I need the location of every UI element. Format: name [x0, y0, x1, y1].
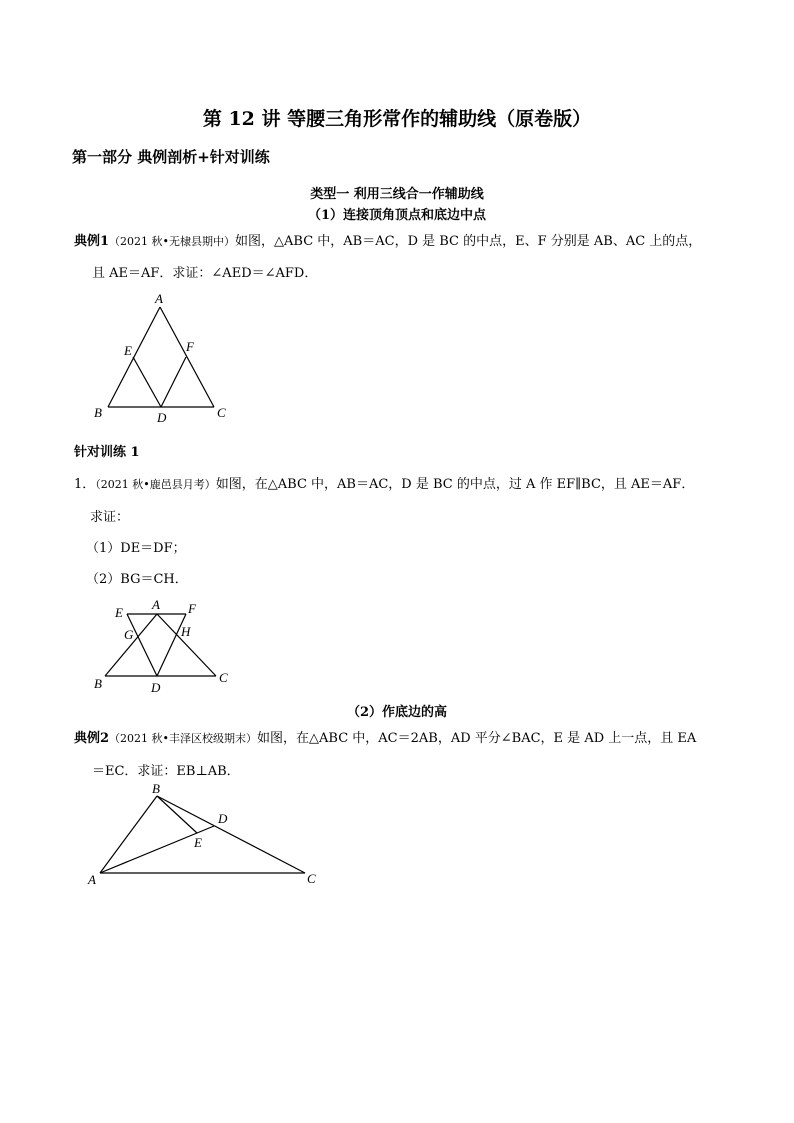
subsection-heading-1: （1）连接顶角顶点和底边中点 [307, 208, 487, 223]
fig2-label-a: A [152, 597, 160, 612]
example2-line2: ＝EC．求证：EB⊥AB． [92, 764, 240, 779]
fig1-label-e: E [124, 343, 132, 358]
fig3-label-a: A [88, 872, 96, 887]
fig1-label-a: A [155, 291, 163, 306]
type-heading: 类型一 利用三线合一作辅助线 [310, 187, 484, 202]
example1-label: 典例1 [74, 234, 110, 249]
part-heading: 第一部分 典例剖析+针对训练 [72, 148, 270, 166]
training1-item2: （2）BG＝CH． [86, 572, 188, 587]
fig1-label-c: C [217, 405, 226, 420]
fig3-label-d: D [218, 811, 228, 826]
fig2-label-h: H [181, 624, 191, 639]
training1-num: 1． [74, 477, 96, 492]
example2-label: 典例2 [74, 731, 110, 746]
fig3-label-c: C [307, 871, 316, 886]
fig3-label-b: B [152, 781, 160, 796]
fig1-label-f: F [186, 339, 194, 354]
example2-text1: 如图，在△ABC 中，AC＝2AB，AD 平分∠BAC，E 是 AD 上一点，且 EA [257, 731, 697, 746]
fig2-label-d: D [151, 680, 161, 695]
example1-line2: 且 AE＝AF．求证：∠AED＝∠AFD． [92, 266, 318, 281]
fig2-label-b: B [94, 676, 102, 691]
fig1-label-b: B [94, 405, 102, 420]
example1-text1: 如图，△ABC 中，AB＝AC，D 是 BC 的中点，E、F 分别是 AB、AC 上的点， [235, 234, 702, 249]
example1-source: （2021 秋•无棣县期中） [109, 235, 236, 248]
training1-prove: 求证： [90, 510, 130, 525]
fig1-label-d: D [157, 410, 167, 425]
training1-source: （2021 秋•鹿邑县月考） [95, 478, 216, 491]
fig2-label-g: G [124, 627, 134, 642]
training1-text1: 如图，在△ABC 中，AB＝AC，D 是 BC 的中点，过 A 作 EF∥BC，且 AE＝AF． [215, 477, 695, 492]
example2-source: （2021 秋•丰泽区校级期末） [109, 732, 258, 745]
fig2-label-f: F [188, 601, 196, 616]
training1-heading: 针对训练 1 [74, 445, 140, 460]
page-title: 第 12 讲 等腰三角形常作的辅助线（原卷版） [202, 108, 592, 130]
training1-item1: （1）DE＝DF； [86, 541, 186, 556]
subsection-heading-2: （2）作底边的高 [346, 705, 448, 720]
fig3-label-e: E [194, 835, 202, 850]
fig2-label-e: E [115, 605, 123, 620]
fig2-label-c: C [219, 670, 228, 685]
